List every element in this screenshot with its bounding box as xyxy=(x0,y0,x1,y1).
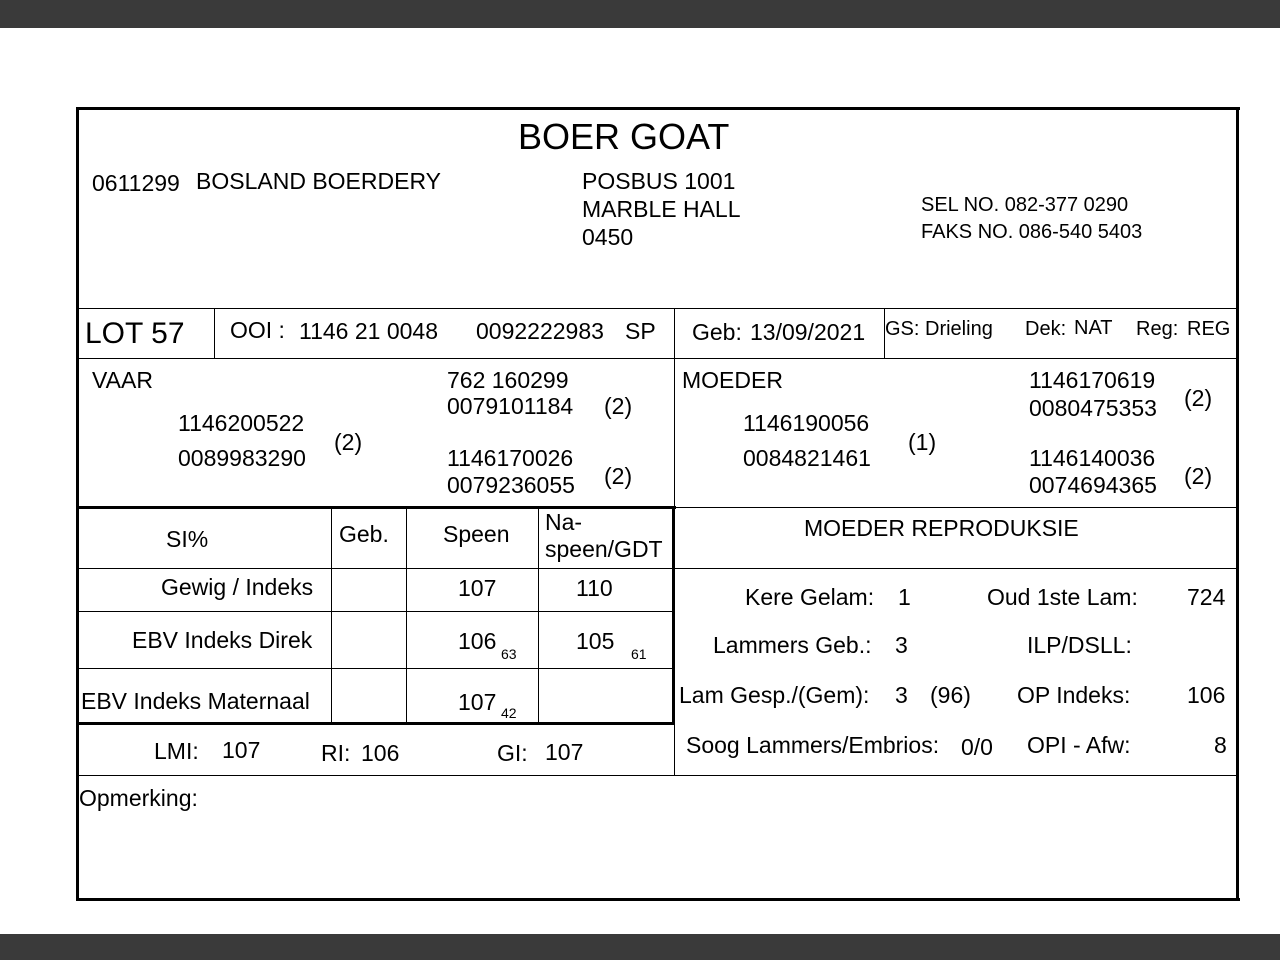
reg-label: Reg: xyxy=(1136,318,1179,340)
dek-label: Dek: xyxy=(1025,318,1067,340)
lam-gesp-value: 3 xyxy=(895,682,908,708)
moeder-reg-number: 0084821461 xyxy=(743,445,871,471)
vaar-id: 1146200522 xyxy=(178,410,305,436)
sp-code: SP xyxy=(625,318,656,344)
moeder-count: (1) xyxy=(908,429,937,455)
vaar-reg-number: 0089983290 xyxy=(178,445,306,471)
ri-value: 106 xyxy=(361,740,400,766)
faks-number: FAKS NO. 086-540 5403 xyxy=(921,221,1143,243)
breeder-name: BOSLAND BOERDERY xyxy=(196,168,441,194)
divider-lot-top xyxy=(78,308,1237,309)
ooi-reg-number: 0092222983 xyxy=(476,318,604,344)
si-col-divider-2 xyxy=(406,508,407,724)
si-header-naspeen-line2: speen/GDT xyxy=(545,536,663,562)
dek-value: NAT xyxy=(1074,317,1113,339)
vaar-count: (2) xyxy=(334,429,363,455)
divider-lot-bottom xyxy=(78,358,1237,359)
ilp-dsll-label: ILP/DSLL: xyxy=(1027,632,1132,658)
si-header-geb: Geb. xyxy=(339,521,389,547)
vaar-dam-id: 1146170026 xyxy=(447,445,574,471)
si-row-label: EBV Indeks Maternaal xyxy=(81,688,310,714)
vaar-sire-id: 762 160299 xyxy=(447,367,569,393)
lammers-geb-label: Lammers Geb.: xyxy=(713,632,872,658)
si-row-speen: 107 xyxy=(458,575,497,601)
frame-bottom-border xyxy=(76,898,1240,901)
si-row-speen: 106 xyxy=(458,628,497,654)
reg-value: REG xyxy=(1187,318,1231,340)
sel-number: SEL NO. 082-377 0290 xyxy=(921,194,1129,216)
si-table-right-border xyxy=(672,506,675,725)
lmi-value: 107 xyxy=(222,737,261,763)
gi-label: GI: xyxy=(497,740,528,766)
moeder-dam-id: 1146140036 xyxy=(1029,445,1156,471)
frame-right-border xyxy=(1236,107,1239,901)
geb-label: Geb: xyxy=(692,319,742,345)
si-col-divider-1 xyxy=(331,508,332,724)
si-row-naspeen-accuracy: 61 xyxy=(631,646,647,662)
lam-gem-value: (96) xyxy=(930,682,971,708)
divider-lot-ooi xyxy=(214,308,215,358)
oud-1ste-lam-value: 724 xyxy=(1187,584,1226,610)
vaar-dam-count: (2) xyxy=(604,463,633,489)
si-header-speen: Speen xyxy=(443,521,510,547)
moeder-sire-reg-number: 0080475353 xyxy=(1029,395,1157,421)
si-row-label: EBV Indeks Direk xyxy=(132,627,313,653)
si-row-speen: 107 xyxy=(458,689,497,715)
gi-value: 107 xyxy=(545,739,584,765)
si-row-naspeen: 105 xyxy=(576,628,615,654)
moeder-dam-count: (2) xyxy=(1184,463,1213,489)
divider-si-bottom xyxy=(78,722,675,725)
frame-left-border xyxy=(76,107,79,901)
kere-gelam-value: 1 xyxy=(898,584,911,610)
kere-gelam-label: Kere Gelam: xyxy=(745,584,875,610)
si-row-label: Gewig / Indeks xyxy=(161,574,314,600)
breeder-number: 0611299 xyxy=(92,170,180,196)
ri-label: RI: xyxy=(321,740,351,766)
address-line-2: MARBLE HALL xyxy=(582,196,741,222)
divider-remarks-top xyxy=(78,775,1237,776)
oud-1ste-lam-label: Oud 1ste Lam: xyxy=(987,584,1138,610)
ooi-label: OOI : xyxy=(230,317,285,343)
si-row-naspeen: 110 xyxy=(576,575,613,601)
moeder-sire-count: (2) xyxy=(1184,385,1213,411)
vaar-label: VAAR xyxy=(92,367,153,393)
address-line-1: POSBUS 1001 xyxy=(582,168,736,194)
lot-number: LOT 57 xyxy=(85,317,185,350)
si-row-speen-accuracy: 42 xyxy=(501,705,517,721)
bottom-dark-bar xyxy=(0,934,1280,960)
si-row-speen-accuracy: 63 xyxy=(501,646,517,662)
gs-value: GS: Drieling xyxy=(885,318,993,340)
soog-lammers-label: Soog Lammers/Embrios: xyxy=(686,732,940,758)
opi-afw-label: OPI - Afw: xyxy=(1027,732,1131,758)
address-line-3: 0450 xyxy=(582,224,634,250)
top-dark-bar xyxy=(0,0,1280,28)
moeder-id: 1146190056 xyxy=(743,410,870,436)
birth-date: 13/09/2021 xyxy=(750,319,866,345)
moeder-dam-reg-number: 0074694365 xyxy=(1029,472,1157,498)
si-col-divider-3 xyxy=(538,508,539,724)
divider-si-row1 xyxy=(78,611,673,612)
divider-pedigree-bottom-right xyxy=(676,507,1237,508)
moeder-label: MOEDER xyxy=(682,367,783,393)
page-title: BOER GOAT xyxy=(518,116,730,157)
si-header-label: SI% xyxy=(166,526,209,552)
vaar-sire-reg-number: 0079101184 xyxy=(447,393,574,419)
divider-si-row2 xyxy=(78,668,673,669)
op-indeks-value: 106 xyxy=(1187,682,1226,708)
vaar-sire-count: (2) xyxy=(604,393,633,419)
vaar-dam-reg-number: 0079236055 xyxy=(447,472,575,498)
lammers-geb-value: 3 xyxy=(895,632,908,658)
op-indeks-label: OP Indeks: xyxy=(1017,682,1131,708)
repro-title: MOEDER REPRODUKSIE xyxy=(804,515,1079,541)
si-header-naspeen-line1: Na- xyxy=(545,509,583,535)
moeder-sire-id: 1146170619 xyxy=(1029,367,1156,393)
lam-gesp-label: Lam Gesp./(Gem): xyxy=(679,682,870,708)
remarks-label: Opmerking: xyxy=(79,785,198,811)
opi-afw-value: 8 xyxy=(1214,732,1227,758)
soog-lammers-value: 0/0 xyxy=(961,734,993,760)
divider-pedigree-bottom-left xyxy=(78,506,676,509)
lmi-label: LMI: xyxy=(154,738,199,764)
divider-si-header xyxy=(78,568,1237,569)
frame-top-border xyxy=(76,107,1240,110)
ooi-id: 1146 21 0048 xyxy=(299,318,438,344)
